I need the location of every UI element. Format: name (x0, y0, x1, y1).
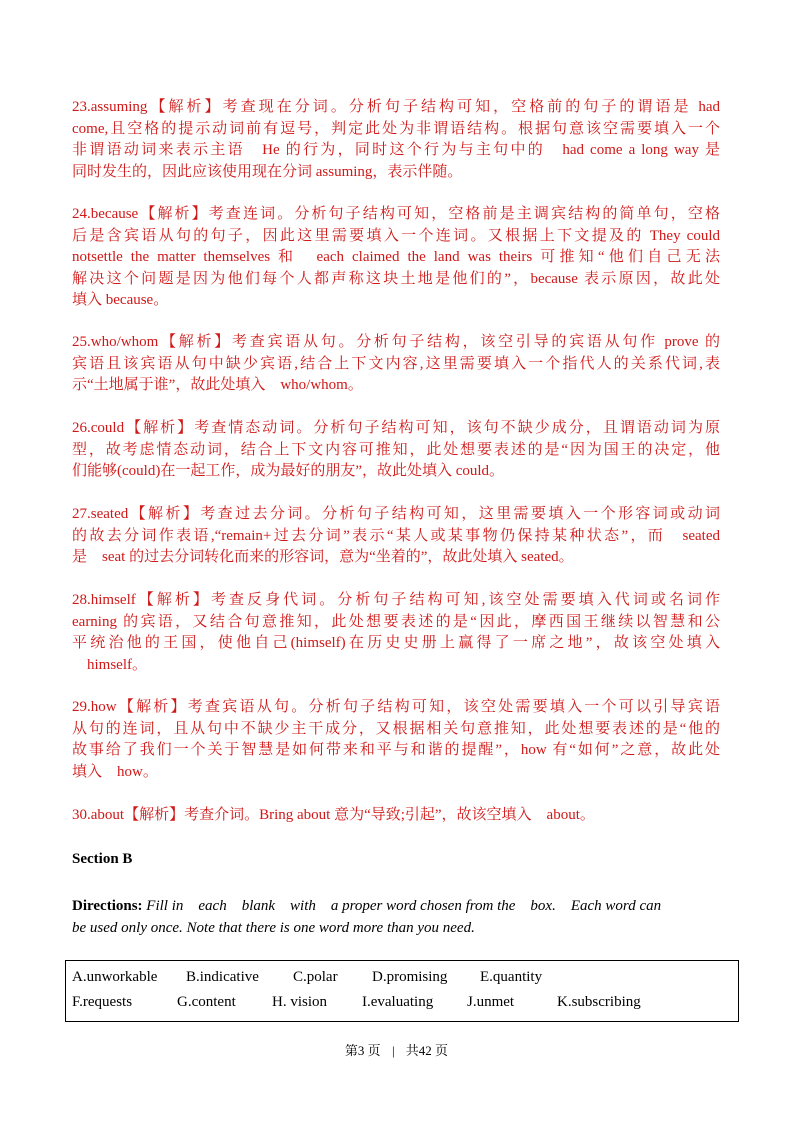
section-title: Section B (72, 851, 133, 867)
answer-line: 型，故考虑情态动词，结合上下文内容可推知，此处想要表述的是“因为国王的决定，他 (72, 441, 720, 458)
answer-line: 30.about【解析】考查介词。Bring about 意为“导致;引起”，故该空填入 about。 (72, 807, 595, 823)
directions (72, 896, 720, 939)
answer-line: 24.because【解析】考查连词。分析句子结构可知，空格前是主调宾结构的简单句，空格 (72, 206, 720, 222)
page-number: 第3 页 (344, 1043, 381, 1058)
answer-28 (72, 590, 720, 676)
answer-23 (72, 97, 720, 183)
answer-30 (72, 805, 720, 827)
answer-line: 解决这个问题是因为他们每个人都声称这块土地是他们的”，because 表示原因，故此处 (72, 270, 720, 287)
answer-line: 平统治他的王国，使他自己(himself)在历史史册上赢得了一席之地”，故该空处填入 (72, 635, 720, 651)
answer-line: 们能够(could)在一起工作，成为最好的朋友”，故此处填入 could。 (72, 463, 505, 479)
footer-separator: | (391, 1043, 395, 1058)
answer-line: 同时发生的，因此应该使用现在分词 assuming，表示伴随。 (72, 163, 463, 180)
word-option: H. vision (272, 994, 328, 1010)
word-box (65, 960, 739, 1022)
answer-line: 故事给了我们一个关于智慧是如何带来和平与和谐的提醒”，how 有“如何”之意，故此处 (72, 742, 720, 758)
answer-line: 后是含宾语从句的句子，因此这里需要填入一个连词。又根据上下文提及的 They could (72, 227, 720, 244)
word-option: I.evaluating (362, 994, 434, 1010)
answer-line: come,且空格的提示动词前有逗号，判定此处为非谓语结构。根据句意该空需要填入一个 (72, 120, 720, 137)
word-option: D.promising (372, 969, 448, 985)
answer-line: 26.could【解析】考查情态动词。分析句子结构可知，该句不缺少成分，且谓语动词为原 (72, 420, 720, 436)
answer-line: 的故去分词作表语,“remain+过去分词”表示“某人或某事物仍保持某种状态”，而 seated (72, 527, 720, 544)
word-option: F.requests (72, 994, 133, 1010)
answer-line: notsettle the matter themselves 和 each claimed the land was theirs 可推知“他们自己无法 (72, 249, 720, 265)
answer-line: 从句的连词，且从句中不缺少主干成分，又根据相关句意推知，此处想要表述的是“他的 (72, 720, 720, 737)
answer-24 (72, 204, 720, 312)
answer-line: himself。 (72, 656, 147, 673)
word-option: C.polar (293, 969, 338, 985)
answer-29 (72, 697, 720, 783)
directions-text-1: Fill in each blank with a proper word chosen from the box. Each word can (146, 898, 662, 914)
answer-26 (72, 418, 720, 483)
word-option: K.subscribing (557, 994, 641, 1010)
directions-line-2: be used only once. Note that there is one word more than you need. (72, 919, 475, 936)
answer-line: 宾语且该宾语从句中缺少宾语,结合上下文内容,这里需要填入一个指代人的关系代词,表 (72, 355, 720, 372)
answer-27 (72, 504, 720, 569)
answer-line: 25.who/whom【解析】考查宾语从句。分析句子结构，该空引导的宾语从句作 prove 的 (72, 334, 720, 350)
answer-line: 填入 how。 (72, 763, 158, 780)
word-option: E.quantity (480, 969, 543, 985)
directions-line-1 (72, 896, 720, 918)
word-option: J.unmet (467, 994, 515, 1010)
answer-line: 23.assuming【解析】考查现在分词。分析句子结构可知，空格前的句子的谓语是 had (72, 99, 720, 115)
word-option: B.indicative (186, 969, 259, 985)
answer-line: 27.seated【解析】考查过去分词。分析句子结构可知，这里需要填入一个形容词或动词 (72, 506, 720, 522)
page-total: 共42 页 (405, 1043, 449, 1058)
answer-line: 填入 because。 (72, 292, 169, 308)
word-option: G.content (177, 994, 236, 1010)
answer-25 (72, 332, 720, 397)
directions-label: Directions: (72, 898, 143, 914)
answer-line: 29.how【解析】考查宾语从句。分析句子结构可知，该空处需要填入一个可以引导宾语 (72, 699, 720, 715)
answer-line: 28.himself【解析】考查反身代词。分析句子结构可知,该空处需要填入代词或名词作 (72, 592, 720, 608)
answer-line: 示“土地属于谁”，故此处填入 who/whom。 (72, 377, 363, 393)
word-option: A.unworkable (72, 969, 158, 985)
answer-line: 非谓语动词来表示主语 He 的行为，同时这个行为与主句中的 had come a long way 是 (72, 142, 720, 158)
answer-line: 是 seat 的过去分词转化而来的形容词，意为“坐着的”，故此处填入 seated。 (72, 549, 574, 565)
answer-line: earning 的宾语，又结合句意推知，此处想要表述的是“因此，摩西国王继续以智慧和公 (72, 613, 720, 630)
page-footer (0, 1040, 793, 1059)
